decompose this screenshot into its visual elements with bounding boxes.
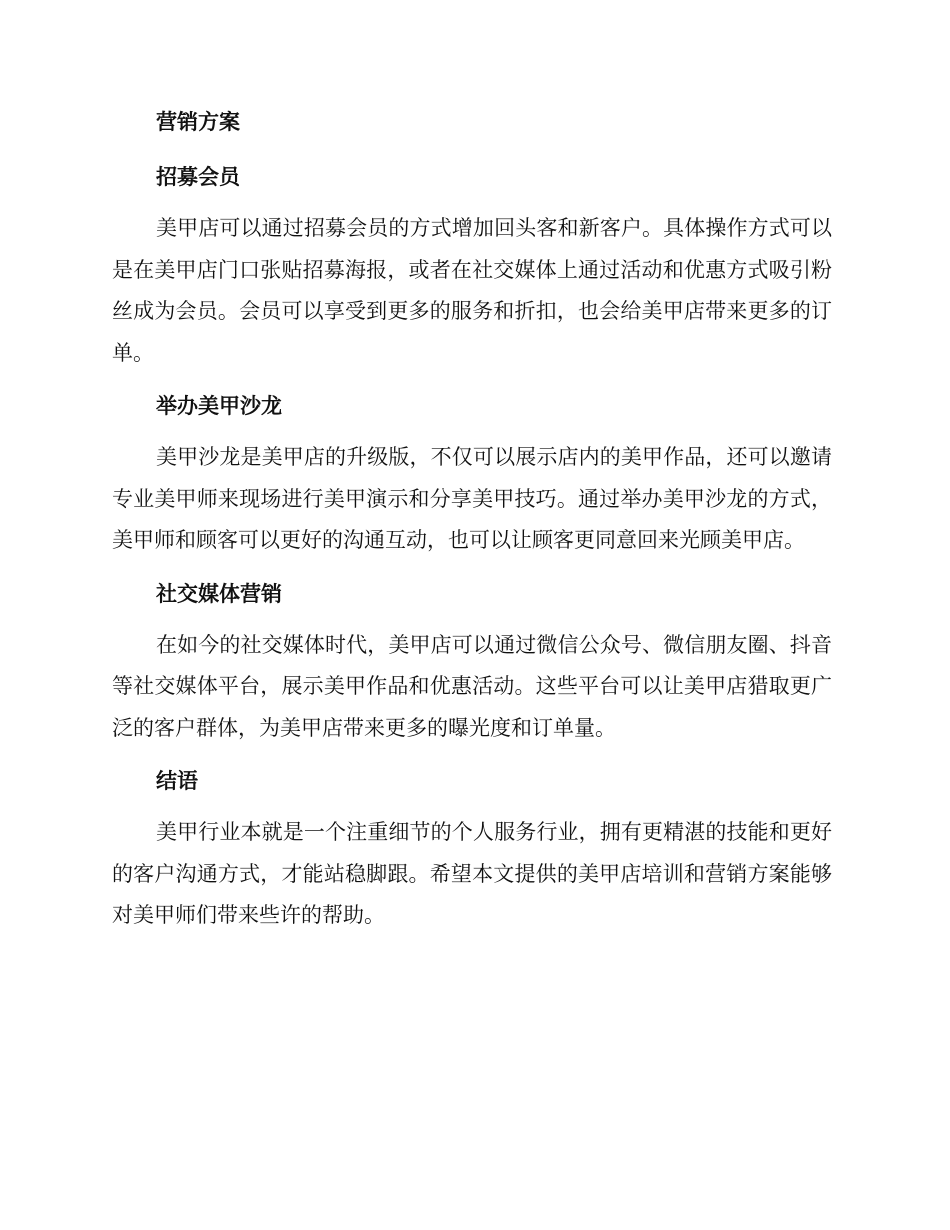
document-page [112,108,832,937]
section-heading-recruit-members: 招募会员 [156,165,240,189]
section-body-social-media: 在如今的社交媒体时代，美甲店可以通过微信公众号、微信朋友圈、抖音等社交媒体平台，展示美甲作品和优惠活动。这些平台可以让美甲店猎取更广泛的客户群体，为美甲店带来更多的曝光度和订单量。 [112,632,832,740]
section-heading-conclusion: 结语 [156,769,198,793]
section-body-nail-salon: 美甲沙龙是美甲店的升级版，不仅可以展示店内的美甲作品，还可以邀请专业美甲师来现场进行美甲演示和分享美甲技巧。通过举办美甲沙龙的方式，美甲师和顾客可以更好的沟通互动，也可以让顾客更同意回来光顾美甲店。 [112,445,832,552]
document-title: 营销方案 [156,110,240,134]
section-body-conclusion: 美甲行业本就是一个注重细节的个人服务行业，拥有更精湛的技能和更好的客户沟通方式，才能站稳脚跟。希望本文提供的美甲店培训和营销方案能够对美甲师们带来些许的帮助。 [112,820,832,927]
section-body-recruit-members: 美甲店可以通过招募会员的方式增加回头客和新客户。具体操作方式可以是在美甲店门口张贴招募海报，或者在社交媒体上通过活动和优惠方式吸引粉丝成为会员。会员可以享受到更多的服务和折扣，也会给美甲店带来更多的订单。 [112,216,832,365]
section-heading-nail-salon: 举办美甲沙龙 [156,394,282,418]
section-heading-social-media: 社交媒体营销 [156,581,282,606]
